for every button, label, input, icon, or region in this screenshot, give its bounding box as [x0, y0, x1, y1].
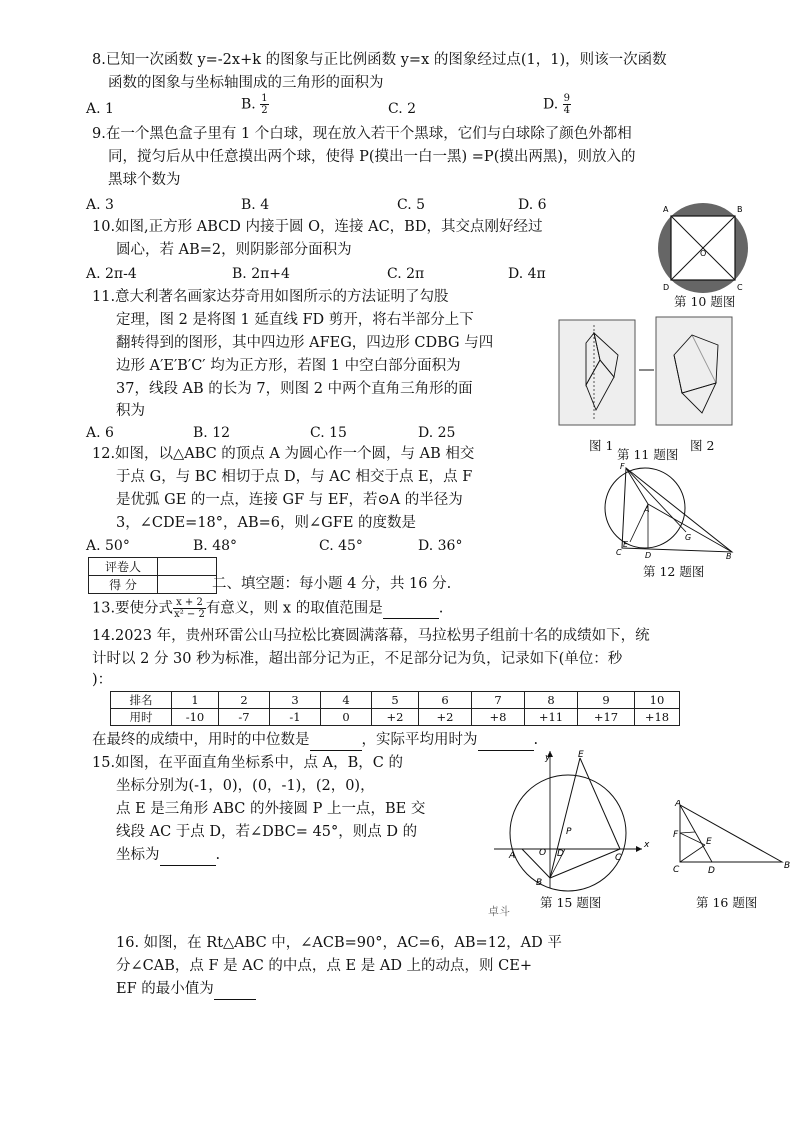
q14-line3: )： — [92, 672, 113, 688]
q16-line1: 16. 如图，在 Rt△ABC 中，∠ACB=90°，AC=6，AB=12，AD 平 — [116, 935, 562, 951]
svg-text:C: C — [616, 548, 622, 557]
svg-text:D: D — [645, 551, 652, 560]
q14-time-cell: +11 — [525, 709, 578, 726]
q14-time-cell: +17 — [578, 709, 635, 726]
q15-line2: 坐标分别为(-1，0)，(0，-1)，(2，0)， — [116, 778, 375, 794]
q14-time-cell: +2 — [419, 709, 472, 726]
q12-line4: 3，∠CDE=18°，AB=6，则∠GFE 的度数是 — [116, 515, 417, 531]
q11-option-c: C. 15 — [310, 425, 347, 441]
q14-rank-cell: 3 — [270, 692, 321, 709]
score-box — [88, 557, 217, 594]
q15-answer-blank[interactable] — [160, 845, 216, 866]
svg-text:D: D — [708, 866, 715, 876]
q10-figure — [650, 198, 760, 298]
q11-line5: 37，线段 AB 的长为 7，则图 2 中两个直角三角形的面 — [116, 381, 473, 397]
svg-text:x: x — [644, 840, 650, 850]
q14-time-row — [111, 709, 680, 726]
q10-line1: 10.如图,正方形 ABCD 内接于圆 O，连接 AC，BD，其交点刚好经过 — [92, 219, 543, 235]
q14-rank-cell: 1 — [172, 692, 219, 709]
q16-answer-blank[interactable] — [214, 979, 256, 1000]
q16-line3: EF 的最小值为 — [116, 979, 256, 1000]
q10-label-o: O — [700, 249, 707, 258]
svg-text:A: A — [644, 505, 650, 514]
q11-fig2-label: 图 2 — [690, 438, 715, 453]
q14-time-cell: 0 — [321, 709, 372, 726]
q13-answer-blank[interactable] — [383, 600, 439, 619]
svg-text:B: B — [784, 861, 791, 871]
q14-time-cell: +8 — [472, 709, 525, 726]
q11-line1: 11.意大利著名画家达芬奇用如图所示的方法证明了勾股 — [92, 289, 449, 305]
q13: 13.要使分式 $\frac{x + 2}{\text{x² − 2}}$ 有意义，则 x 的取值范围是 . — [92, 597, 444, 620]
q9-line3: 黑球个数为 — [108, 172, 181, 188]
score-cell[interactable] — [158, 576, 217, 594]
q14-rank-cell: 5 — [372, 692, 419, 709]
q8-option-a: A. 1 — [86, 101, 114, 117]
q14-table — [110, 691, 680, 726]
q8-line1: 8.已知一次函数 y=-2x+k 的图象与正比例函数 y=x 的图象经过点(1，1)，则该一次函数 — [92, 52, 667, 68]
q9-line2: 同，搅匀后从中任意摸出两个球，使得 P(摸出一白一黑) =P(摸出两黑)，则放入的 — [108, 149, 636, 165]
svg-text:F: F — [620, 462, 625, 471]
q10-label-b: B — [737, 205, 743, 214]
q9-option-b: B. 4 — [241, 197, 270, 213]
q14-line2: 计时以 2 分 30 秒为标准，超出部分记为正，不足部分记为负，记录如下(单位：秒 — [92, 651, 623, 667]
q8-option-b: B. $\frac{1}{2}$ — [241, 93, 268, 116]
svg-text:E: E — [578, 750, 584, 760]
q14-line4: 在最终的成绩中，用时的中位数是 ，实际平均用时为 . — [92, 730, 538, 751]
q11-figure — [556, 315, 736, 435]
q11-line6: 积为 — [116, 403, 145, 419]
q11-line4: 边形 A′E′B′C′ 均为正方形，若图 1 中空白部分面积为 — [116, 358, 461, 374]
q9-line1: 9.在一个黑色盒子里有 1 个白球，现在放入若干个黑球，它们与白球除了颜色外都相 — [92, 126, 632, 142]
q10-option-c: C. 2π — [387, 266, 425, 282]
q8-line2: 函数的图象与坐标轴围成的三角形的面积为 — [108, 75, 384, 91]
q11-fig1-label: 图 1 — [589, 438, 614, 453]
svg-text:F: F — [673, 830, 679, 840]
q14-rank-header: 排名 — [111, 692, 172, 709]
q16-line2: 分∠CAB，点 F 是 AC 的中点，点 E 是 AD 上的动点，则 CE+ — [116, 958, 532, 974]
svg-text:D: D — [557, 849, 564, 859]
q14-line1: 14.2023 年，贵州环雷公山马拉松比赛圆满落幕，马拉松男子组前十名的成绩如下，统 — [92, 628, 650, 644]
svg-text:E: E — [623, 540, 629, 549]
q11-line2: 定理，图 2 是将图 1 延直线 FD 剪开，将右半部分上下 — [116, 312, 474, 328]
q14-time-cell: -1 — [270, 709, 321, 726]
q12-line1: 12.如图，以△ABC 的顶点 A 为圆心作一个圆，与 AB 相交 — [92, 446, 475, 462]
q16-caption: 第 16 题图 — [696, 895, 758, 910]
q15-line4: 线段 AC 于点 D，若∠DBC= 45°，则点 D 的 — [116, 824, 418, 840]
section-2-heading: 二、填空题：每小题 4 分，共 16 分. — [212, 576, 452, 592]
q12-caption: 第 12 题图 — [643, 564, 705, 579]
q14-time-header: 用时 — [111, 709, 172, 726]
q14-time-cell: -7 — [219, 709, 270, 726]
score-reviewer-cell[interactable] — [158, 558, 217, 576]
q16-figure — [670, 800, 793, 880]
q14-rank-cell: 4 — [321, 692, 372, 709]
q14-rank-cell: 2 — [219, 692, 270, 709]
svg-text:A: A — [675, 800, 682, 809]
svg-text:G: G — [685, 533, 692, 542]
q11-line3: 翻转得到的图形，其中四边形 AFEG，四边形 CDBG 与四 — [116, 335, 494, 351]
q10-option-a: A. 2π-4 — [86, 266, 137, 282]
q10-option-b: B. 2π+4 — [232, 266, 290, 282]
q15-stray-text: 卓斗 — [488, 905, 510, 918]
q8-option-d: D. $\frac{9}{4}$ — [543, 93, 571, 116]
q11-option-a: A. 6 — [86, 425, 114, 441]
score-reviewer-label: 评卷人 — [89, 558, 158, 576]
svg-text:B: B — [536, 878, 543, 888]
q11-caption: 第 11 题图 — [617, 447, 679, 462]
svg-text:B: B — [726, 552, 732, 560]
svg-text:y: y — [545, 753, 551, 763]
q12-option-c: C. 45° — [319, 538, 363, 554]
q10-label-a: A — [663, 205, 669, 214]
q12-option-d: D. 36° — [418, 538, 463, 554]
score-label: 得 分 — [89, 576, 158, 594]
q14-median-blank[interactable] — [310, 730, 362, 751]
q10-label-d: D — [663, 283, 670, 292]
q15-caption: 第 15 题图 — [540, 895, 602, 910]
q12-figure — [600, 460, 740, 560]
q11-option-d: D. 25 — [418, 425, 456, 441]
q14-rank-cell: 10 — [635, 692, 680, 709]
q10-caption: 第 10 题图 — [674, 294, 736, 309]
q10-label-c: C — [737, 283, 743, 292]
q12-option-b: B. 48° — [193, 538, 238, 554]
svg-text:C: C — [673, 865, 680, 875]
q12-option-a: A. 50° — [86, 538, 130, 554]
q15-figure — [492, 748, 657, 893]
q12-line3: 是优弧 GE 的一点，连接 GF 与 EF，若⊙A 的半径为 — [116, 492, 463, 508]
q14-rank-cell: 8 — [525, 692, 578, 709]
q14-rank-cell: 6 — [419, 692, 472, 709]
q14-time-cell: -10 — [172, 709, 219, 726]
q9-option-a: A. 3 — [86, 197, 114, 213]
svg-text:E: E — [706, 837, 712, 847]
q14-rank-cell: 9 — [578, 692, 635, 709]
q11-option-b: B. 12 — [193, 425, 231, 441]
q14-time-cell: +2 — [372, 709, 419, 726]
q9-option-c: C. 5 — [397, 197, 426, 213]
q15-line3: 点 E 是三角形 ABC 的外接圆 P 上一点，BE 交 — [116, 801, 426, 817]
q12-line2: 于点 G，与 BC 相切于点 D，与 AC 相交于点 E，点 F — [116, 469, 473, 485]
q14-time-cell: +18 — [635, 709, 680, 726]
q9-option-d: D. 6 — [518, 197, 547, 213]
q10-line2: 圆心，若 AB=2，则阴影部分面积为 — [116, 242, 352, 258]
q14-rank-row — [111, 692, 680, 709]
svg-text:P: P — [566, 827, 572, 837]
q10-option-d: D. 4π — [508, 266, 546, 282]
q8-option-c: C. 2 — [388, 101, 417, 117]
svg-text:C: C — [615, 853, 622, 863]
q15-line1: 15.如图，在平面直角坐标系中，点 A，B，C 的 — [92, 755, 403, 771]
q14-rank-cell: 7 — [472, 692, 525, 709]
svg-text:O: O — [539, 848, 547, 858]
q15-line5: 坐标为 . — [116, 845, 220, 866]
svg-text:A: A — [509, 851, 516, 861]
